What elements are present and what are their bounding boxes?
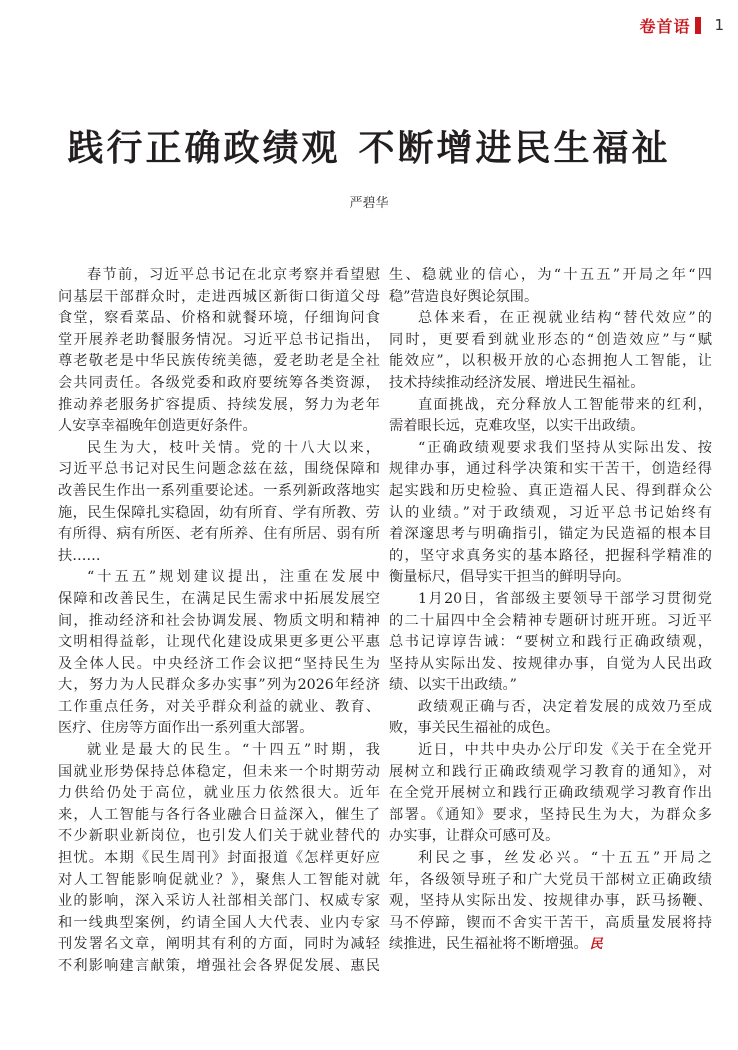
text-line bbox=[58, 459, 380, 481]
text-line bbox=[58, 438, 380, 460]
text-line bbox=[58, 503, 380, 525]
text-line-content: 衡量标尺，倡导实干担当的鲜明导向。 bbox=[389, 569, 631, 586]
article-column-left bbox=[58, 265, 380, 978]
text-line bbox=[389, 826, 712, 848]
text-line-content: 马不停蹄，锲而不舍实干苦干，高质量发展将持 bbox=[389, 914, 712, 931]
text-line bbox=[58, 546, 380, 568]
text-line bbox=[58, 654, 380, 676]
text-line bbox=[58, 351, 380, 373]
text-line bbox=[389, 934, 712, 956]
text-line-content: 医疗、住房等方面作出一系列重大部署。 bbox=[58, 720, 314, 737]
text-line bbox=[58, 826, 380, 848]
text-line-content: “正确政绩观要求我们坚持从实际出发、按 bbox=[418, 439, 712, 456]
text-line bbox=[389, 503, 712, 525]
text-line-content: 施，民生保障扎实稳固，幼有所育、学有所教、劳 bbox=[58, 504, 380, 521]
text-line bbox=[389, 567, 712, 589]
text-line-content: 技术持续推动经济发展、增进民生福祉。 bbox=[389, 374, 645, 391]
text-line bbox=[58, 697, 380, 719]
text-line-content: 续推进，民生福祉将不断增强。 bbox=[389, 936, 588, 953]
text-line-content: 来，人工智能与各行各业融合日益深入，催生了 bbox=[58, 806, 380, 823]
text-line-content: 近日，中共中央办公厅印发《关于在全党开 bbox=[418, 742, 712, 759]
text-line bbox=[58, 956, 380, 978]
text-line-content: 坚持从实际出发、按规律办事，自觉为人民出政 bbox=[389, 655, 712, 672]
text-line-content: 大，努力为人民群众多办实事”列为2026年经济 bbox=[58, 677, 380, 694]
text-line-content: 生、稳就业的信心，为“十五五”开局之年“四 bbox=[389, 267, 712, 283]
text-line bbox=[58, 395, 380, 417]
text-line bbox=[58, 913, 380, 935]
text-line bbox=[58, 308, 380, 330]
text-line-content: 会共同责任。各级党委和政府要统筹各类资源， bbox=[58, 374, 380, 391]
text-line bbox=[389, 438, 712, 460]
text-line-content: 担忧。本期《民生周刊》封面报道《怎样更好应 bbox=[58, 850, 380, 867]
text-line-content: 的，坚守求真务实的基本路径，把握科学精准的 bbox=[389, 547, 712, 564]
text-line-content: 直面挑战，充分释放人工智能带来的红利， bbox=[418, 396, 712, 413]
text-line-content: 同时，更要看到就业形态的“创造效应”与“赋 bbox=[389, 331, 712, 348]
text-line bbox=[389, 459, 712, 481]
text-line bbox=[58, 675, 380, 697]
text-line bbox=[58, 870, 380, 892]
article-title bbox=[0, 120, 738, 171]
section-marker-bar bbox=[695, 17, 701, 34]
text-line bbox=[389, 740, 712, 762]
text-line bbox=[389, 395, 712, 417]
text-line-content: 间，推动经济和社会协调发展、物质文明和精神 bbox=[58, 612, 380, 629]
title-part-1: 践行正确政绩观 bbox=[67, 128, 341, 169]
text-line bbox=[389, 675, 712, 697]
title-part-2: 不断增进民生福祉 bbox=[358, 128, 671, 169]
text-line-content: 对人工智能影响促就业？》，聚焦人工智能对就 bbox=[58, 871, 380, 888]
text-line-content: 文明相得益彰，让现代化建设成果更多更公平惠 bbox=[58, 634, 380, 651]
text-line-content: 扶…… bbox=[58, 547, 101, 564]
text-line-content: 业的影响，深入采访人社部相关部门、权威专家 bbox=[58, 893, 380, 910]
text-line bbox=[58, 265, 380, 287]
text-line bbox=[389, 546, 712, 568]
text-line bbox=[389, 611, 712, 633]
text-line-content: 春节前，习近平总书记在北京考察并看望慰 bbox=[87, 267, 380, 283]
text-line-content: 规律办事，通过科学决策和实干苦干，创造经得 bbox=[389, 461, 712, 478]
text-line bbox=[389, 913, 712, 935]
text-line bbox=[389, 870, 712, 892]
text-line-content: 总体来看，在正视就业结构“替代效应”的 bbox=[418, 310, 712, 327]
text-line-content: 食堂，察看菜品、价格和就餐环境，仔细询问食 bbox=[58, 310, 380, 327]
text-line bbox=[58, 762, 380, 784]
text-line-content: 政绩观正确与否，决定着发展的成效乃至成 bbox=[418, 698, 712, 715]
text-line-content: 起实践和历史检验、真正造福人民、得到群众公 bbox=[389, 482, 712, 499]
text-line bbox=[389, 308, 712, 330]
text-line bbox=[389, 351, 712, 373]
text-line bbox=[389, 891, 712, 913]
text-line bbox=[58, 524, 380, 546]
text-line bbox=[389, 287, 712, 309]
text-line-content: 推动养老服务扩容提质、持续发展，努力为老年 bbox=[58, 396, 380, 413]
text-line-content: 不少新职业新岗位，也引发人们关于就业替代的 bbox=[58, 828, 380, 845]
text-line-content: 利民之事，丝发必兴。“十五五”开局之 bbox=[418, 850, 712, 867]
text-line bbox=[389, 416, 712, 438]
text-line bbox=[58, 567, 380, 589]
text-line bbox=[389, 524, 712, 546]
text-line bbox=[58, 934, 380, 956]
text-line-content: 及全体人民。中央经济工作会议把“坚持民生为 bbox=[58, 655, 380, 672]
text-line-content: 尊老敬老是中华民族传统美德，爱老助老是全社 bbox=[58, 353, 380, 370]
text-line-content: 部署。《通知》要求，坚持民生为大，为群众多 bbox=[389, 806, 712, 823]
text-line-content: 绩、以实干出政绩。” bbox=[389, 677, 517, 694]
text-line bbox=[389, 632, 712, 654]
text-line bbox=[389, 762, 712, 784]
text-line-content: 观，坚持从实际出发、按规律办事，跃马扬鞭、 bbox=[389, 893, 712, 910]
text-line bbox=[58, 632, 380, 654]
text-line bbox=[389, 718, 712, 740]
text-line-content: 稳”营造良好舆论氛围。 bbox=[389, 288, 539, 305]
text-line bbox=[58, 287, 380, 309]
article-end-mark-icon: 民 bbox=[589, 937, 603, 953]
text-line-content: 1月20日，省部级主要领导干部学习贯彻党 bbox=[418, 590, 712, 607]
text-line-content: 人安享幸福晚年创造更好条件。 bbox=[58, 418, 257, 435]
text-line-content: 保障和改善民生，在满足民生需求中拓展发展空 bbox=[58, 590, 380, 607]
text-line bbox=[389, 481, 712, 503]
page-header bbox=[639, 12, 724, 38]
text-line bbox=[58, 740, 380, 762]
text-line-content: 在全党开展树立和践行正确政绩观学习教育作出 bbox=[389, 785, 712, 802]
text-line-content: 民生为大，枝叶关情。党的十八大以来， bbox=[87, 439, 380, 456]
text-line-content: 展树立和践行正确政绩观学习教育的通知》，对 bbox=[389, 763, 712, 780]
text-line-content: 习近平总书记对民生问题念兹在兹，围绕保障和 bbox=[58, 461, 380, 478]
text-line-content: 力供给仍处于高位，就业压力依然很大。近年 bbox=[58, 785, 380, 802]
text-line bbox=[58, 330, 380, 352]
text-line bbox=[389, 373, 712, 395]
text-line-content: 堂开展养老助餐服务情况。习近平总书记指出， bbox=[58, 331, 380, 348]
text-line bbox=[389, 697, 712, 719]
text-line bbox=[58, 416, 380, 438]
text-line bbox=[58, 805, 380, 827]
text-line bbox=[58, 373, 380, 395]
section-label: 卷首语 bbox=[639, 16, 691, 36]
text-line-content: 总书记谆谆告诫：“要树立和践行正确政绩观， bbox=[389, 634, 712, 651]
text-line bbox=[389, 265, 712, 287]
text-line bbox=[389, 589, 712, 611]
text-line-content: 有所得、病有所医、老有所养、住有所居、弱有所 bbox=[58, 526, 380, 543]
text-line-content: 改善民生作出一系列重要论述。一系列新政落地实 bbox=[58, 482, 380, 499]
text-line bbox=[389, 805, 712, 827]
text-line bbox=[389, 848, 712, 870]
text-line-content: 办实事，让群众可感可及。 bbox=[389, 828, 560, 845]
text-line-content: 的二十届四中全会精神专题研讨班开班。习近平 bbox=[389, 612, 712, 629]
text-line-content: 刊发署名文章，阐明其有利的方面，同时为减轻 bbox=[58, 936, 380, 953]
text-line bbox=[58, 783, 380, 805]
text-line-content: 认的业绩。”对于政绩观，习近平总书记始终有 bbox=[389, 504, 712, 521]
text-line-content: “十五五”规划建议提出，注重在发展中 bbox=[87, 569, 380, 586]
text-line-content: 能效应”，以积极开放的心态拥抱人工智能，让 bbox=[389, 353, 712, 370]
text-line bbox=[58, 481, 380, 503]
text-line-content: 不利影响建言献策，增强社会各界促发展、惠民 bbox=[58, 958, 380, 974]
text-line-content: 和一线典型案例，约请全国人大代表、业内专家 bbox=[58, 914, 380, 931]
text-line-content: 问基层干部群众时，走进西城区新街口街道父母 bbox=[58, 288, 380, 305]
page-number: 1 bbox=[714, 16, 724, 34]
text-line-content: 需着眼长远，克难攻坚，以实干出政绩。 bbox=[389, 418, 645, 435]
text-line-content: 国就业形势保持总体稳定，但未来一个时期劳动 bbox=[58, 763, 380, 780]
text-line bbox=[58, 848, 380, 870]
text-line-content: 年，各级领导班子和广大党员干部树立正确政绩 bbox=[389, 871, 712, 888]
article-column-right bbox=[389, 265, 712, 956]
text-line bbox=[389, 654, 712, 676]
text-line-content: 着深邃思考与明确指引，锚定为民造福的根本目 bbox=[389, 526, 712, 543]
text-line bbox=[389, 330, 712, 352]
text-line bbox=[58, 589, 380, 611]
text-line bbox=[58, 611, 380, 633]
text-line bbox=[58, 718, 380, 740]
text-line-content: 就业是最大的民生。“十四五”时期，我 bbox=[87, 742, 380, 759]
text-line bbox=[389, 783, 712, 805]
article-author: 严碧华 bbox=[349, 196, 389, 211]
text-line bbox=[58, 891, 380, 913]
text-line-content: 工作重点任务，对关乎群众利益的就业、教育、 bbox=[58, 698, 380, 715]
text-line-content: 败，事关民生福祉的成色。 bbox=[389, 720, 560, 737]
